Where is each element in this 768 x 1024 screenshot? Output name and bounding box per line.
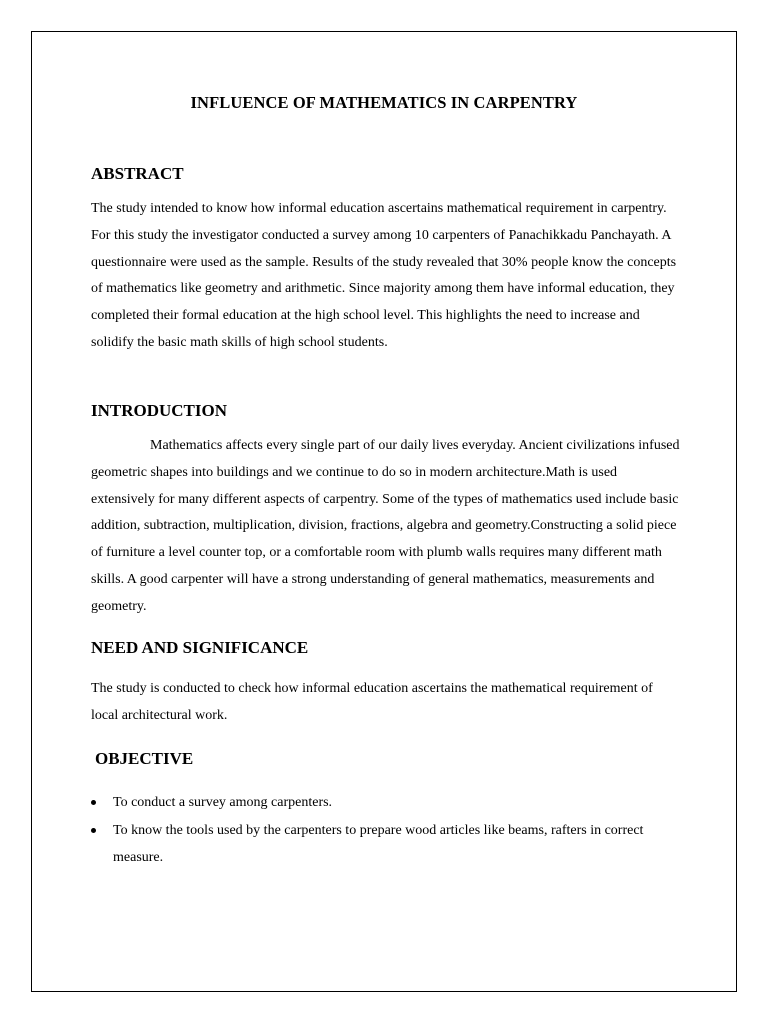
need-significance-heading: NEED AND SIGNIFICANCE (91, 638, 309, 657)
objective-item-text: To know the tools used by the carpenters to prepare wood articles like beams, rafters in correct measure. (113, 823, 644, 865)
introduction-paragraph (91, 433, 681, 621)
abstract-paragraph: The study intended to know how informal education ascertains mathematical requirement in carpentry. For this study the investigator conducted a survey among 10 carpenters of Panachikkadu Panchayath. A questionnaire were used as the sample. Results of the study revealed that 30% people know the concepts of mathematics like geometry and arithmetic. Since majority among them have informal education, they completed their formal education at the high school level. This highlights the need to increase and solidify the basic math skills of high school students. (91, 201, 677, 350)
introduction-heading: INTRODUCTION (91, 401, 228, 420)
objective-heading: OBJECTIVE (95, 749, 194, 768)
abstract-heading: ABSTRACT (91, 164, 184, 183)
bullet-icon (91, 800, 96, 805)
need-significance-paragraph: The study is conducted to check how informal education ascertains the mathematical requirement of local architectural work. (91, 681, 653, 723)
objective-item-text: To conduct a survey among carpenters. (113, 795, 333, 810)
introduction-text: Mathematics affects every single part of our daily lives everyday. Ancient civilizations infused geometric shapes into buildings and we continue to do so in modern architecture.Math is used extensively for many different aspects of carpentry. Some of the types of mathematics used include basic addition, subtraction, multiplication, division, fractions, algebra and geometry.Constructing a solid piece of furniture a level counter top, or a comfortable room with plumb walls requires many different math skills. A good carpenter will have a strong understanding of general mathematics, measurements and geometry. (91, 438, 680, 614)
document-title: INFLUENCE OF MATHEMATICS IN CARPENTRY (190, 93, 578, 112)
bullet-icon (91, 828, 96, 833)
list-item (91, 789, 681, 816)
list-item (91, 817, 681, 871)
objective-list (91, 789, 681, 872)
